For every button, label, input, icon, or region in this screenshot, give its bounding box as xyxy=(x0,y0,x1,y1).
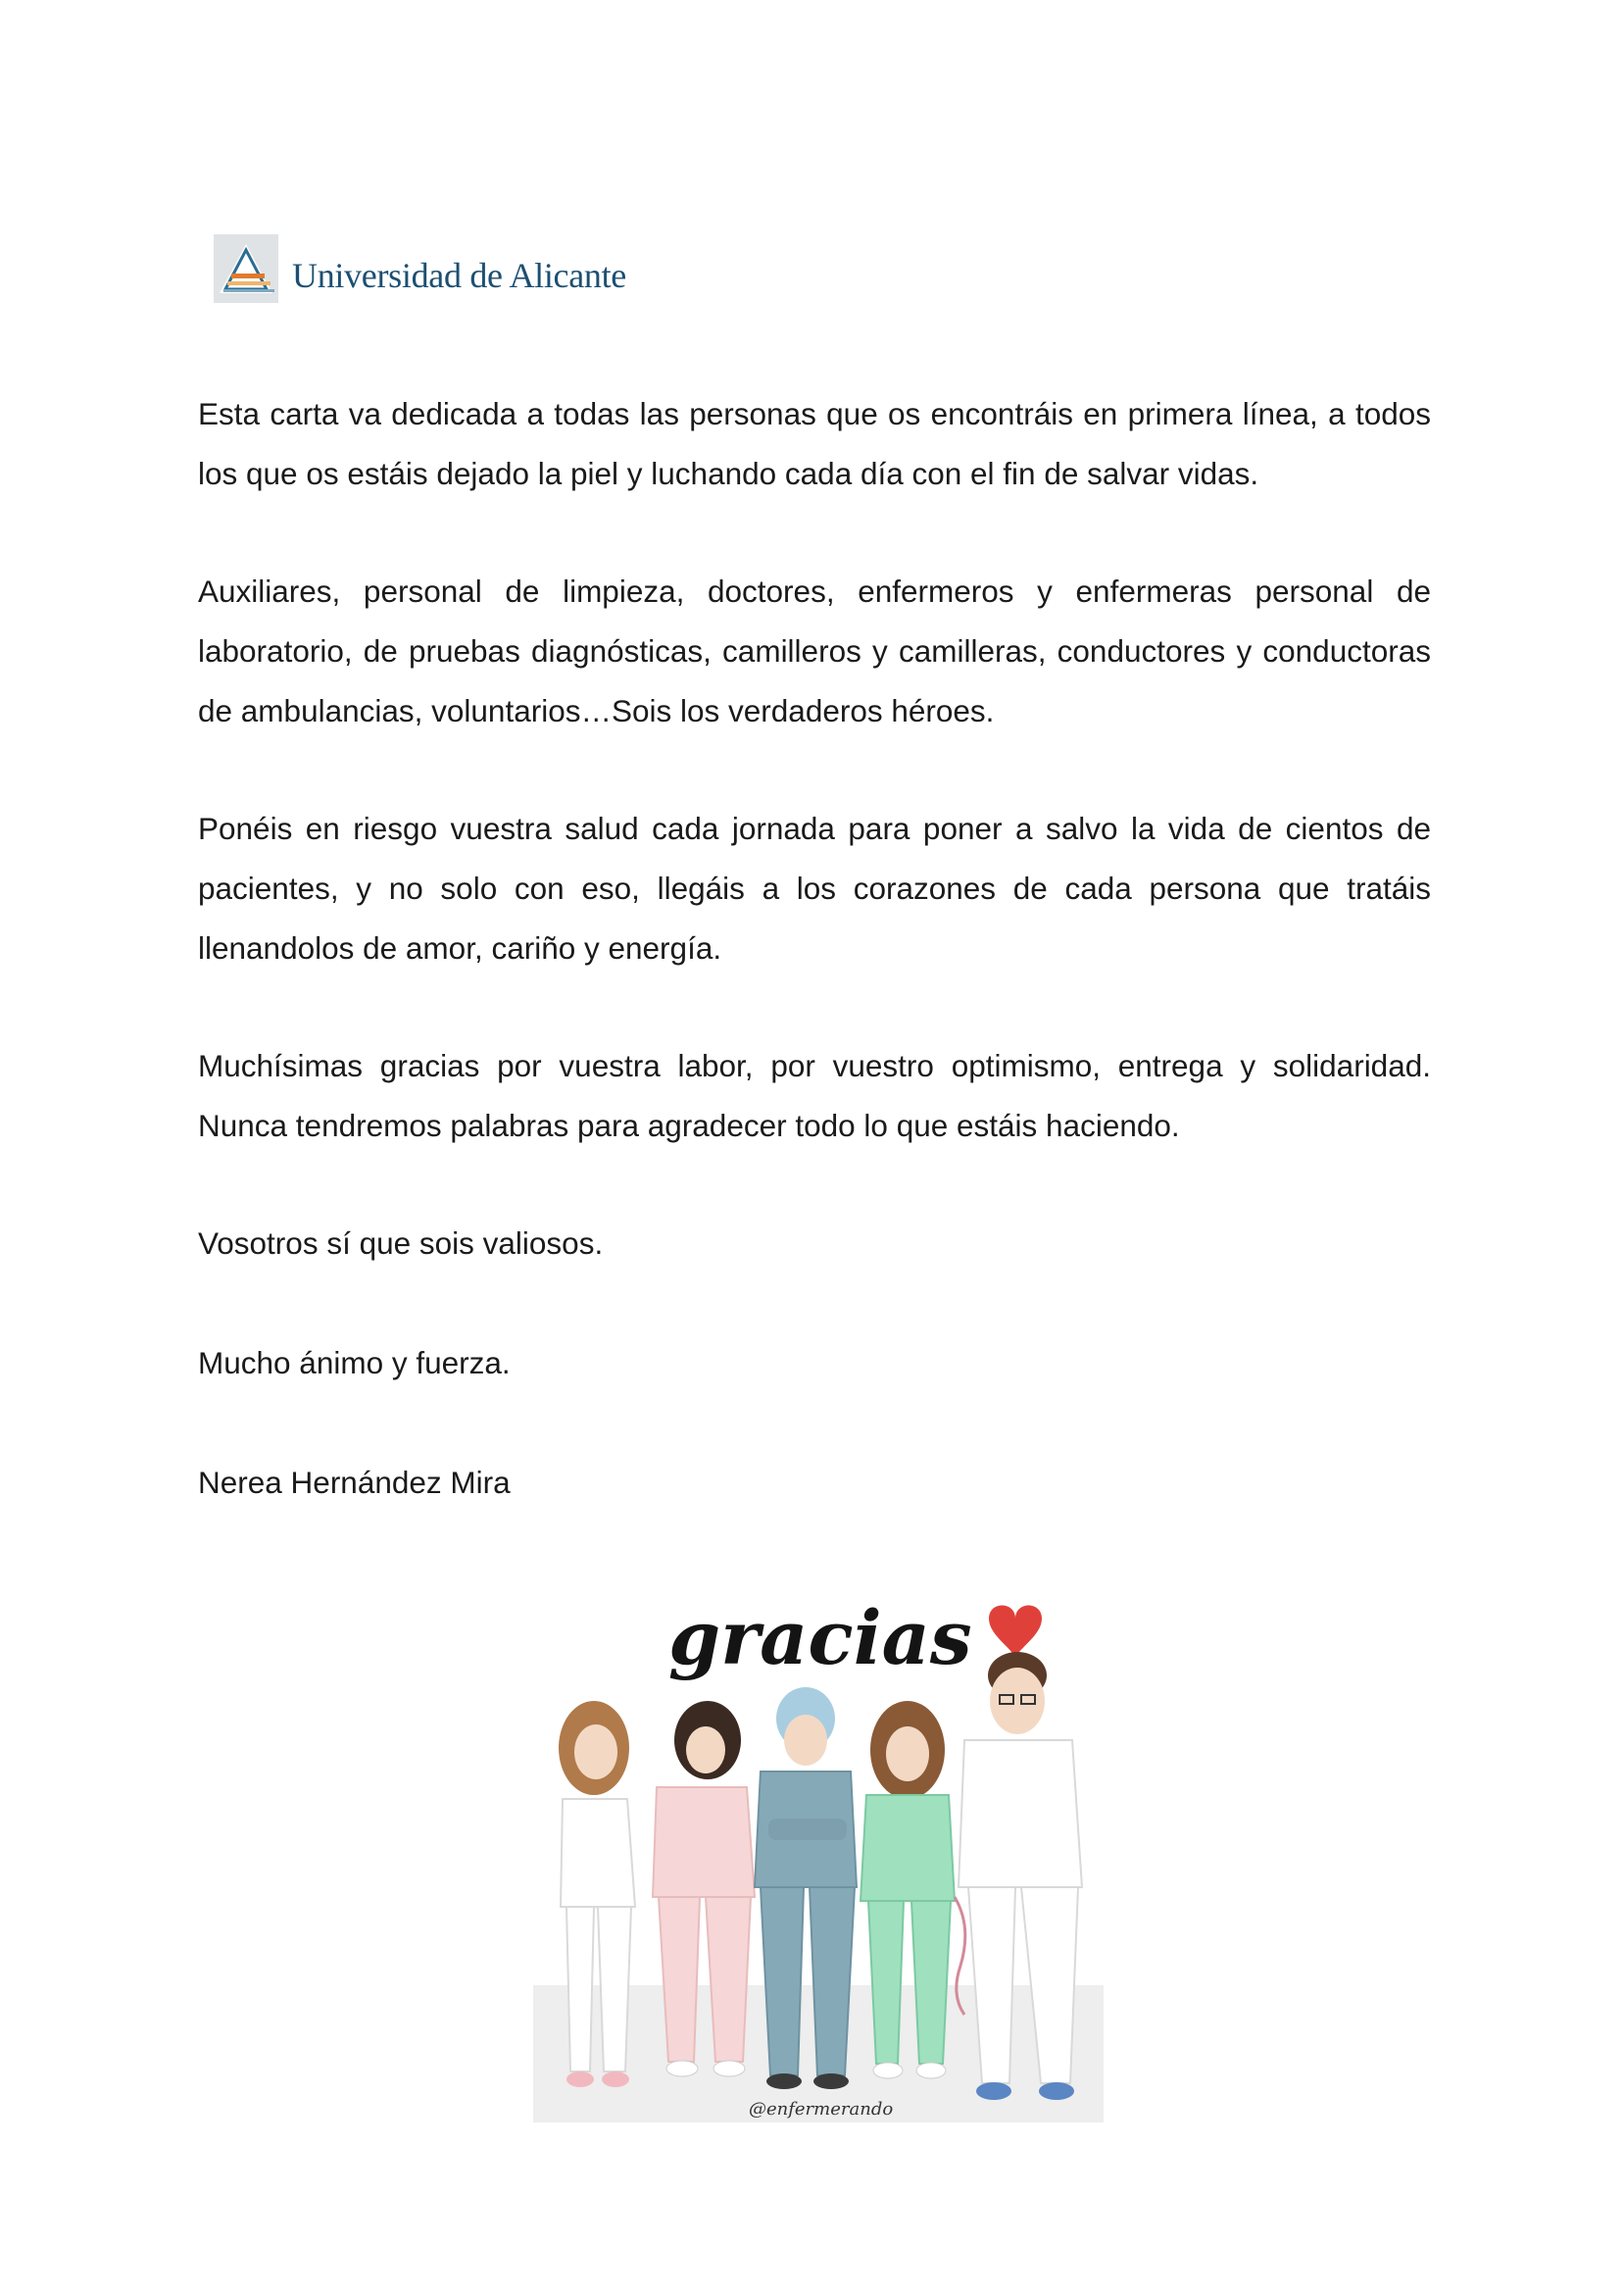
illustration-credit: @enfermerando xyxy=(749,2099,894,2120)
healthcare-workers-illustration xyxy=(533,1573,1104,2122)
paragraph-dedication: Esta carta va dedicada a todas las personas que os encontráis en primera línea, a todos los que os estáis dejado la piel y luchando cada día con el fin de salvar vidas. xyxy=(198,396,1431,491)
ua-triangle-logo-icon xyxy=(214,234,278,303)
university-logo xyxy=(214,233,626,304)
signature: Nerea Hernández Mira xyxy=(198,1465,511,1500)
letter-body xyxy=(198,384,1431,1572)
gracias-lettering: gracias xyxy=(668,1594,972,1681)
paragraph-workers: Auxiliares, personal de limpieza, doctores, enfermeros y enfermeras personal de laboratorio, de pruebas diagnósticas, camilleros y camilleras, conductores y conductoras de ambulancias, voluntarios…Sois los verdaderos héroes. xyxy=(198,574,1431,728)
paragraph-valuable: Vosotros sí que sois valiosos. xyxy=(198,1225,604,1261)
paragraph-thanks: Muchísimas gracias por vuestra labor, por vuestro optimismo, entrega y solidaridad. Nunca tendremos palabras para agradecer todo lo que estáis haciendo. xyxy=(198,1048,1431,1143)
illustration-drawing xyxy=(533,1573,1104,2122)
paragraph-encouragement: Mucho ánimo y fuerza. xyxy=(198,1345,511,1380)
university-name: Universidad de Alicante xyxy=(292,256,626,295)
paragraph-risk: Ponéis en riesgo vuestra salud cada jornada para poner a salvo la vida de cientos de pacientes, y no solo con eso, llegáis a los corazones de cada persona que tratáis llenandolos de amor, cariño y energía. xyxy=(198,811,1431,966)
